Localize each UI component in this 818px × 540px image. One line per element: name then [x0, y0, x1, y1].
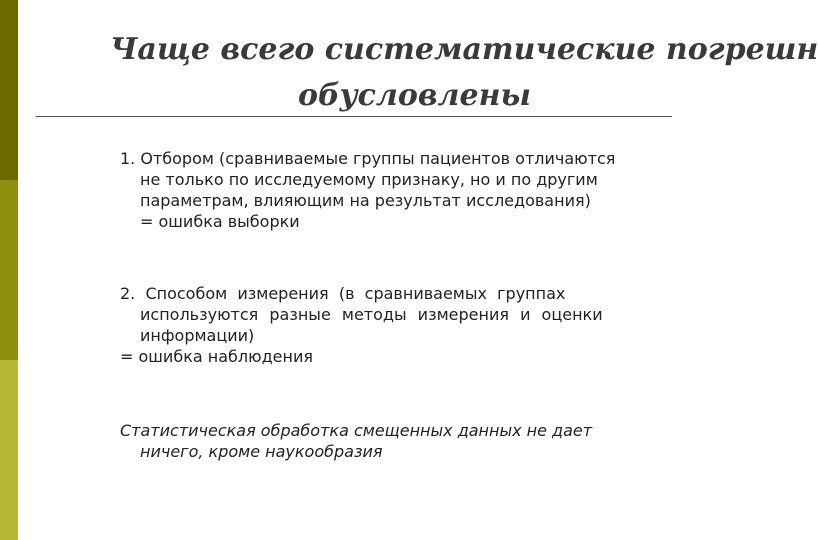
title-underline	[36, 116, 672, 117]
sidebar-segment-top	[0, 0, 18, 180]
item-1-line-4: = ошибка выборки	[140, 212, 300, 231]
slide-title-line-1: Чаще всего систематические погрешн	[110, 32, 818, 67]
item-2-line-2: используются разные методы измерения и оценки	[140, 305, 603, 324]
item-1-line-1: 1. Отбором (сравниваемые группы пациентов отличаются	[120, 149, 616, 168]
item-1-line-3: параметрам, влияющим на результат исследования)	[140, 191, 591, 210]
note-line-2: ничего, кроме наукообразия	[140, 442, 383, 461]
item-2-line-3: информации)	[140, 326, 255, 345]
item-1-selection	[120, 148, 665, 232]
item-2-line-1: 2. Способом измерения (в сравниваемых группах	[120, 284, 566, 303]
sidebar-decoration	[0, 0, 18, 540]
conclusion-note	[120, 420, 665, 462]
sidebar-segment-middle	[0, 180, 18, 360]
sidebar-segment-bottom	[0, 360, 18, 540]
note-line-1: Статистическая обработка смещенных данных не дает	[120, 421, 593, 440]
slide-title-line-2: обусловлены	[298, 78, 531, 113]
item-2-line-4: = ошибка наблюдения	[120, 347, 313, 366]
item-2-measurement	[120, 283, 665, 367]
item-1-line-2: не только по исследуемому признаку, но и по другим	[140, 170, 598, 189]
